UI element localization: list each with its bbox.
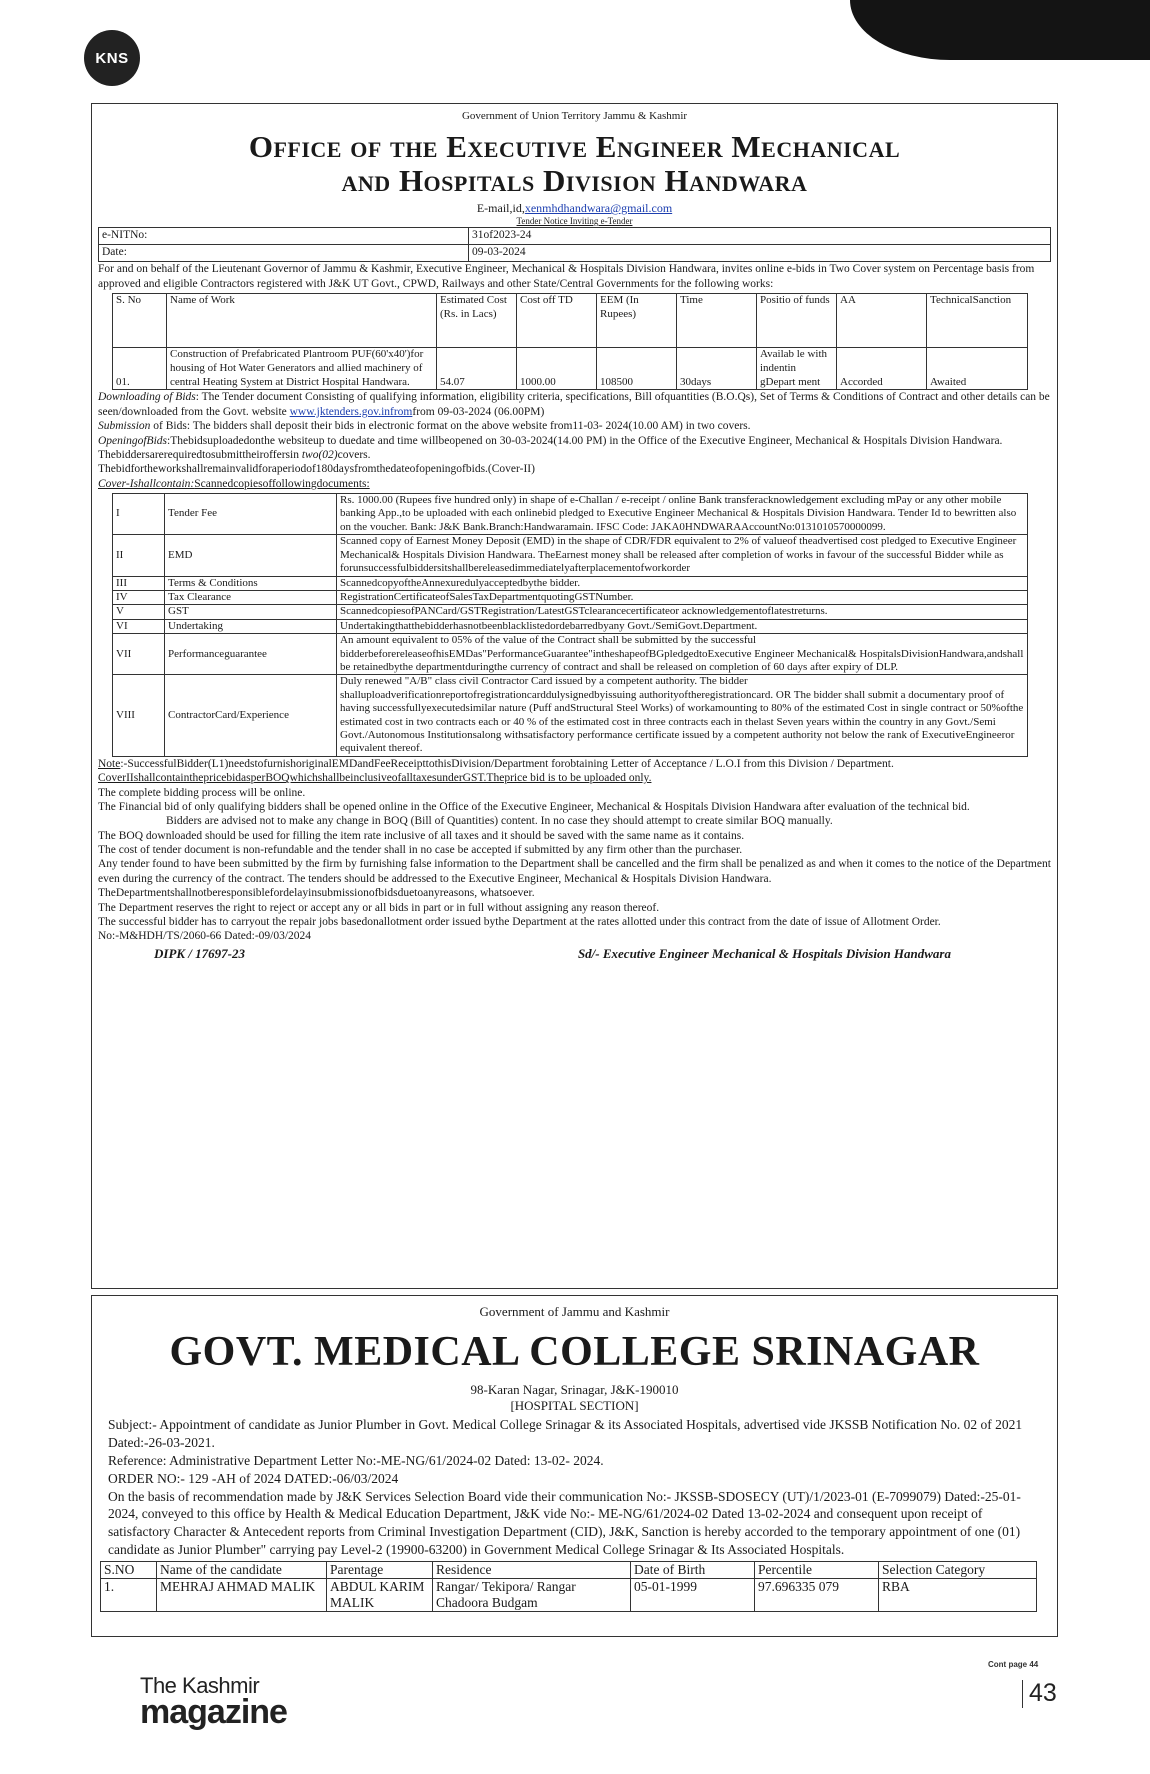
date-value: 09-03-2024	[469, 245, 1051, 262]
works-row: 01. Construction of Prefabricated Plantroom PUF(60'x40')for housing of Hot Water Generators and allied machinery of central Heating System at District Hospital Handwara. 54.07 1000.00 108500 30days Availab le with indentin gDepart ment Accorded Awaited	[113, 348, 1028, 390]
candidate-header-row: S.NO Name of the candidate Parentage Residence Date of Birth Percentile Selection Category	[101, 1561, 1037, 1578]
works-table	[112, 293, 1028, 390]
doc-row: VII Performanceguarantee An amount equivalent to 05% of the value of the Contract shall be submitted by the successful bidderbeforereleaseofhisEMDas"PerformanceGuarantee"intheshapeofBGpledgedtoExecutive Engineer Mechanical& HospitalsDivisionHandwara,andshall be retainedbythe departmentduringthe currency of contract and shall be released on completion of 60 days after expiry of DLP.	[113, 634, 1028, 675]
signature-line	[98, 944, 1051, 962]
note-paragraph: Note:-SuccessfulBidder(L1)needstofurnishoriginalEMDandFeeReceipttothisDivision/Department forobtaining Letter of Acceptance / L.O.I from this Division / Department.	[98, 757, 894, 770]
validity-line: Thebidfortheworkshallremainvalidforaperiodof180daysfromthedateofopeningofbids.(Cover-II)	[98, 463, 535, 476]
nit-label: e-NITNo:	[99, 228, 469, 245]
kns-logo: KNS	[84, 30, 140, 86]
nit-value: 31of2023-24	[469, 228, 1051, 245]
tender-notice-box	[91, 103, 1058, 1289]
gmc-order-box	[91, 1295, 1058, 1637]
gmc-subject: Subject:- Appointment of candidate as Junior Plumber in Govt. Medical College Srinagar & its Associated Hospitals, advertised vide JKSSB Notification No. 02 of 2021 Dated:-26-03-2021.	[108, 1417, 1023, 1451]
doc-row: I Tender Fee Rs. 1000.00 (Rupees five hundred only) in shape of e-Challan / e-receipt / online Bank transferacknowledgement excluding mPay or any other mobile banking App.,to be uploaded with each onlinebid pledged to Executive Engineer Mechanical & Hospitals Division Handwara. Tender Id to bewritten also on the voucher. Bank: J&K Bank.Branch:Handwaramain. IFSC Code: JAKA0HNDWARAAccountNo:0131010570000099.	[113, 494, 1028, 535]
dipk-number: DIPK / 17697-23	[154, 945, 245, 961]
para-cost: The cost of tender document is non-refundable and the tender shall in no case be accepted if submitted by any firm other than the purchaser.	[98, 844, 743, 857]
cover1-line: Cover-Ishallcontain:Scannedcopiesoffollowingdocuments:	[98, 477, 370, 490]
nit-table	[98, 227, 1051, 262]
para-rights: The Department reserves the right to reject or accept any or all bids in part or in full without assigning any reason thereof.	[98, 901, 660, 914]
office-title: Office of the Executive Engineer Mechanical and Hospitals Division Handwara	[248, 128, 901, 199]
signature-text: Sd/- Executive Engineer Mechanical & Hospitals Division Handwara	[577, 945, 951, 961]
magazine-logo: The Kashmir magazine	[140, 1673, 287, 1731]
gmc-section: [HOSPITAL SECTION]	[510, 1398, 639, 1414]
email-line: E-mail,id,xenmhdhandwara@gmail.com	[476, 201, 673, 216]
intro-paragraph: For and on behalf of the Lieutenant Governor of Jammu & Kashmir, Executive Engineer, Mechanical & Hospitals Division Handwara, invites online e-bids in Two Cover system on Percentage basis from approved and eligible Contractors registered with J&K UT Govt., CPWD, Railways and other State/Central Governments for the following works:	[98, 263, 1035, 290]
gov-line: Government of Union Territory Jammu & Kashmir	[461, 110, 688, 122]
jktenders-link[interactable]: www.jktenders.gov.infrom	[289, 405, 413, 418]
gmc-order-number: ORDER NO:- 129 -AH of 2024 DATED:-06/03/2024	[108, 1470, 399, 1486]
para-boq-advice: Bidders are advised not to make any change in BOQ (Bill of Quantities) content. In no case they should attempt to create similar BOQ manually.	[166, 815, 833, 828]
para-false-info: Any tender found to have been submitted by the firm by furnishing false information to the Department shall be cancelled and the firm shall be penalized as and when it comes to the notice of the Department even during the currency of the contract. The tenders should be addressed to the Executive Engineer, Mechanical & Hospitals Division Handwara.	[98, 858, 1051, 885]
doc-row: VI Undertaking Undertakingthatthebidderhasnotbeenblacklistedordebarredbyany Govt./SemiGovt.Department.	[113, 619, 1028, 633]
para-financial: The Financial bid of only qualifying bidders shall be opened online in the Office of the Executive Engineer, Mechanical & Hospitals Division Handwara after evaluation of the technical bid.	[98, 800, 970, 813]
cover2-line: CoverIIshallcontainthepricebidasperBOQwhichshallbeinclusiveofalltaxesunderGST.Theprice bid is to be uploaded only.	[98, 772, 652, 785]
continued-note: Cont page 44	[988, 1660, 1039, 1669]
opening-paragraph: OpeningofBids:Thebidsuploadedonthe websiteup to duedate and time willbeopened on 30-03-2024(14.00 PM) in the Office of the Executive Engineer, Mechanical & Hospitals Division Handwara.	[98, 434, 1003, 447]
submission-paragraph: Submission of Bids: The bidders shall deposit their bids in electronic format on the above website from11-03- 2024(10.00 AM) in two covers.	[98, 420, 751, 433]
documents-table	[112, 493, 1028, 757]
gmc-order-body: On the basis of recommendation made by J&K Services Selection Board vide their communication No:- JKSSB-SDOSECY (UT)/1/2023-01 (E-7099079) Dated:-25-01-2024, conveyed to this office by Health & Medical Education Department, J&K vide No:- ME-NG/61/2024-02 Dated 13-02-2024 and consequent upon receipt of satisfactory Character & Antecedent reports from Criminal Investigation Department (CID), J&K, Sanction is hereby accorded to the temporary appointment of one (01) candidate as Junior Plumber" carrying pay Level-2 (19900-63200) in Government Medical College Srinagar & Its Associated Hospitals.	[108, 1488, 1021, 1557]
tender-notice-heading: Tender Notice Inviting e-Tender	[516, 216, 633, 227]
doc-row: V GST ScannedcopiesofPANCard/GSTRegistration/LatestGSTclearancecertificateor acknowledgementoflatestreturns.	[113, 605, 1028, 619]
works-header-row: S. No Name of Work Estimated Cost (Rs. in Lacs) Cost off TD EEM (In Rupees) Time Positio of funds AA TechnicalSanction	[113, 294, 1028, 348]
candidate-table	[100, 1561, 1037, 1613]
date-label: Date:	[99, 245, 469, 262]
gmc-gov-line: Government of Jammu and Kashmir	[479, 1304, 670, 1319]
para-online: The complete bidding process will be online.	[98, 786, 306, 799]
page-number: 43	[1022, 1680, 1057, 1708]
download-paragraph: Downloading of Bids: The Tender document Consisting of qualifying information, eligibility criteria, specifications, Bill ofquantities (B.O.Qs), Set of Terms & Conditions of Contract and other details can be seen/downloaded from the Govt. website www.jktenders.gov.infromfrom 09-03-2024 (06.00PM)	[98, 391, 1050, 418]
para-delay: TheDepartmentshallnotberesponsiblefordelayinsubmissionofbidsduetoanyreasons, whatsoever.	[98, 887, 535, 900]
gmc-address: 98-Karan Nagar, Srinagar, J&K-190010	[470, 1382, 679, 1398]
doc-row: VIII ContractorCard/Experience Duly renewed "A/B" class civil Contractor Card issued by a competent authority. The bidder shalluploadverificationreportofregistrationcarddulysignedbyissuing authorityoftheregistrationcard. OR The bidder shall submit a documentary proof of having successfullyexecutedsimilar nature (Puff andStructural Steel Works) of workamounting to 80% of the estimated Cost in single contract or 50%ofthe estimated cost in two contracts each or 40 % of the estimated cost in three contracts each in thelast Seven years within the country in any Govt./Semi Govt./Autonomous Institutionsalong withsatisfactory performance certificate issued by a competent authority not below the rank of ExecutiveEngineeror equivalent thereof.	[113, 675, 1028, 756]
two-covers-line: Thebiddersarerequiredtosubmittheiroffersin two(02)covers.	[98, 448, 371, 461]
gmc-reference: Reference: Administrative Department Letter No:-ME-NG/61/2024-02 Dated: 13-02- 2024.	[108, 1452, 604, 1468]
para-repair: The successful bidder has to carryout the repair jobs basedonallotment order issued bythe Department at the rates allotted under this contract from the date of issue of Allotment Order.	[98, 915, 941, 928]
doc-row: II EMD Scanned copy of Earnest Money Deposit (EMD) in the shape of CDR/FDR equivalent to 2% of valueof theadvertised cost pledged to Executive Engineer Mechanical& Hospitals Division Handwara. TheEarnest money shall be released after completion of works in favour of the successful Bidder while as forunsuccessfulbiddersitshallbereleasedimmediatelyafterplacementofworkorder	[113, 535, 1028, 576]
para-boq-download: The BOQ downloaded should be used for filling the item rate inclusive of all taxes and it should be saved with the same name as it contains.	[98, 829, 745, 842]
gmc-body	[108, 1416, 1041, 1559]
candidate-row: 1. MEHRAJ AHMAD MALIK ABDUL KARIM MALIK Rangar/ Tekipora/ Rangar Chadoora Budgam 05-01-1999 97.696335 079 RBA	[101, 1578, 1037, 1611]
doc-row: III Terms & Conditions ScannedcopyoftheAnnexuredulyacceptedbythe bidder.	[113, 576, 1028, 590]
doc-row: IV Tax Clearance RegistrationCertificateofSalesTaxDepartmentquotingGSTNumber.	[113, 590, 1028, 604]
reference-number: No:-M&HDH/TS/2060-66 Dated:-09/03/2024	[98, 930, 312, 943]
email-link[interactable]: xenmhdhandwara@gmail.com	[524, 201, 673, 216]
corner-decoration	[850, 0, 1150, 60]
gmc-title: GOVT. MEDICAL COLLEGE SRINAGAR	[169, 1329, 980, 1375]
